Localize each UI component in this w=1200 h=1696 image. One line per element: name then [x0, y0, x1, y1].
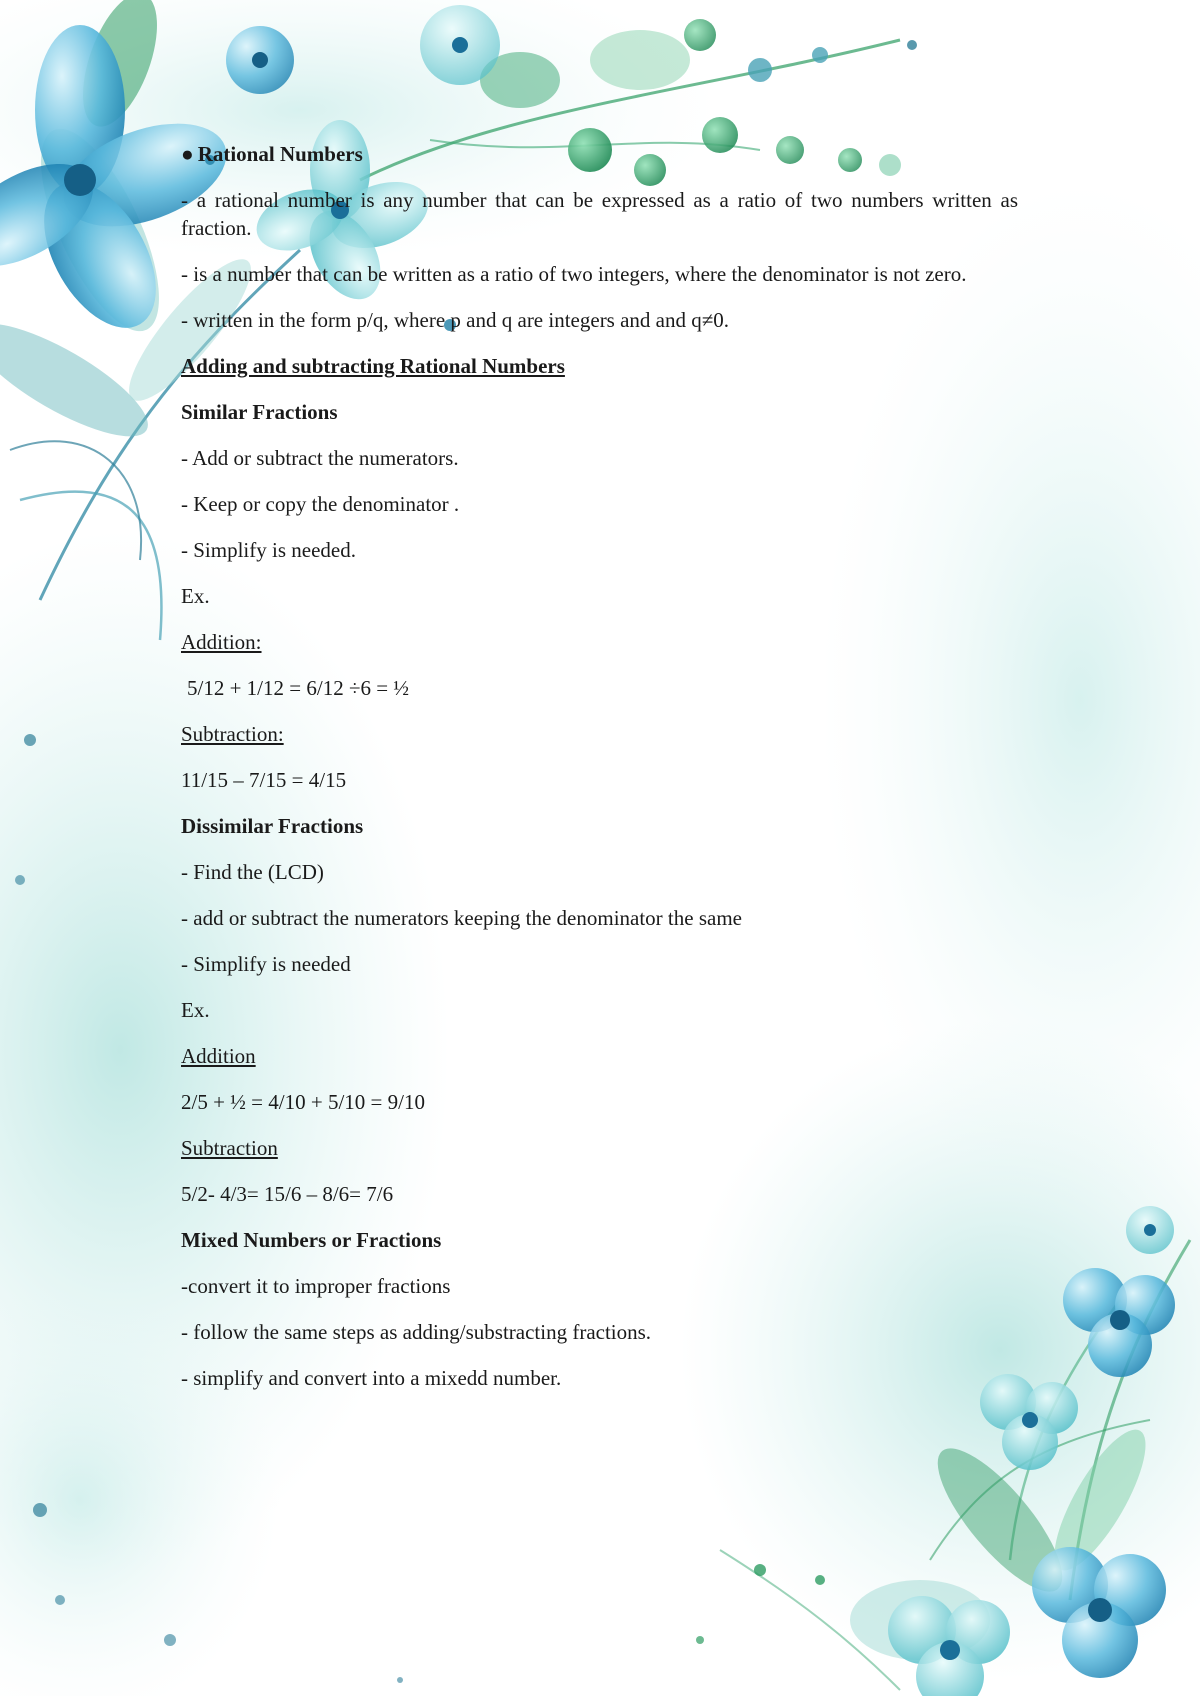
dissimilar-fractions-heading: Dissimilar Fractions — [181, 814, 364, 838]
dissimilar-subtraction-example: 5/2- 4/3= 15/6 – 8/6= 7/6 — [181, 1182, 394, 1206]
section-heading: Adding and subtracting Rational Numbers — [181, 354, 565, 378]
definition-2: - is a number that can be written as a ratio of two integers, where the denominator is not zero. — [181, 262, 967, 286]
title-line — [181, 140, 1018, 168]
similar-step-3: - Simplify is needed. — [181, 538, 356, 562]
similar-step-1: - Add or subtract the numerators. — [181, 446, 459, 470]
dissimilar-addition-label: Addition — [181, 1044, 256, 1068]
dissimilar-ex-label: Ex. — [181, 998, 210, 1022]
similar-addition-example: 5/12 + 1/12 = 6/12 ÷6 = ½ — [187, 676, 410, 700]
similar-subtraction-example: 11/15 – 7/15 = 4/15 — [181, 768, 347, 792]
dissimilar-addition-example: 2/5 + ½ = 4/10 + 5/10 = 9/10 — [181, 1090, 425, 1114]
mixed-step-3: - simplify and convert into a mixedd number. — [181, 1366, 562, 1390]
similar-ex-label: Ex. — [181, 584, 210, 608]
similar-subtraction-label: Subtraction: — [181, 722, 284, 746]
dissimilar-subtraction-label: Subtraction — [181, 1136, 278, 1160]
definition-3: - written in the form p/q, where p and q are integers and and q≠0. — [181, 308, 730, 332]
similar-step-2: - Keep or copy the denominator . — [181, 492, 460, 516]
mixed-step-1: -convert it to improper fractions — [181, 1274, 451, 1298]
similar-fractions-heading: Similar Fractions — [181, 400, 338, 424]
mixed-step-2: - follow the same steps as adding/substracting fractions. — [181, 1320, 652, 1344]
dissimilar-step-1: - Find the (LCD) — [181, 860, 324, 884]
title: Rational Numbers — [197, 142, 363, 166]
dissimilar-step-2: - add or subtract the numerators keeping the denominator the same — [181, 906, 742, 930]
mixed-numbers-heading: Mixed Numbers or Fractions — [181, 1228, 442, 1252]
dissimilar-step-3: - Simplify is needed — [181, 952, 351, 976]
definition-1: - a rational number is any number that can be expressed as a ratio of two numbers written as fraction. — [181, 188, 1018, 240]
bullet-icon: ● — [181, 142, 194, 166]
similar-addition-label: Addition: — [181, 630, 262, 654]
document-body — [181, 140, 1018, 1410]
